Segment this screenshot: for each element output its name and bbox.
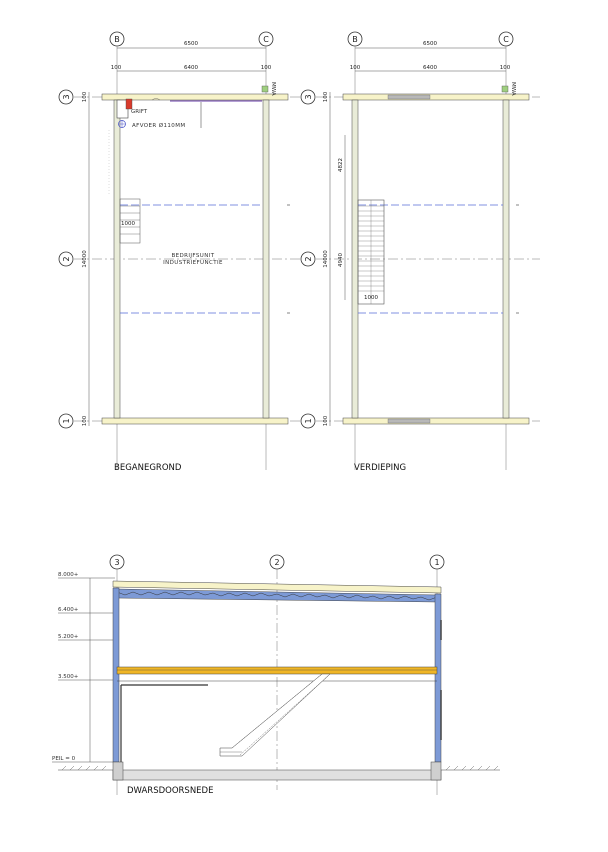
cross-section	[52, 555, 500, 796]
grid-label-2-upper: 2	[304, 256, 313, 262]
mwa-marker-icon	[262, 86, 268, 92]
section-wall-left	[113, 588, 119, 762]
section-grid-label-3: 3	[114, 558, 120, 567]
section-grid-label-1: 1	[434, 558, 440, 567]
level-6400: 6.400+	[58, 607, 79, 613]
level-3500: 3.500+	[58, 674, 79, 680]
dim-edge-right: 100	[260, 65, 272, 71]
title-cross-section: DWARSDOORSNEDE	[127, 786, 214, 796]
mwa-marker-icon-upper	[502, 86, 508, 92]
window-bottom-upper	[388, 419, 430, 423]
dim-edge-right-upper: 100	[499, 65, 511, 71]
dim-edge-left: 100	[110, 65, 122, 71]
title-ground-floor: BEGANEGROND	[114, 463, 182, 473]
side-wall-left-upper	[352, 100, 358, 418]
dim-stair-width: 1000	[121, 221, 135, 227]
fire-extinguisher-icon	[126, 99, 132, 109]
section-stair	[220, 674, 330, 756]
dim-edge-top-upper: 100	[323, 91, 329, 103]
upper-floor-plan	[301, 32, 540, 473]
window-top-upper	[388, 95, 430, 99]
unit-label-line2: INDUSTRIEFUNCTIE	[163, 260, 223, 266]
foundation-right	[431, 762, 441, 780]
dim-edge-left-upper: 100	[349, 65, 361, 71]
side-wall-right-upper	[503, 100, 509, 418]
dim-stair-run: 4940	[338, 253, 344, 267]
grid-label-1: 1	[62, 418, 71, 424]
grid-label-1-upper: 1	[304, 418, 313, 424]
level-8000: 8.000+	[58, 572, 79, 578]
grid-label-3-upper: 3	[304, 94, 313, 100]
dim-edge-bottom-upper: 100	[323, 415, 329, 427]
dim-inner-width: 6400	[184, 65, 198, 71]
mwa-label: MWA	[270, 82, 276, 96]
section-wall-right	[435, 594, 441, 762]
level-5200: 5.200+	[58, 634, 79, 640]
dim-stair-upper: 4822	[338, 158, 344, 172]
grid-label-b-upper: B	[352, 35, 358, 44]
dim-overall-width-upper: 6500	[423, 41, 437, 47]
facade-wall-bottom	[102, 418, 288, 424]
afvoer-note: AFVOER Ø110MM	[132, 123, 186, 129]
side-wall-right	[263, 100, 269, 418]
title-upper-floor: VERDIEPING	[354, 463, 407, 473]
dim-overall-depth: 14000	[82, 250, 88, 268]
dim-edge-bottom: 100	[82, 415, 88, 427]
unit-label-line1: BEDRIJFSUNIT	[171, 253, 215, 259]
ground-floor-plan	[59, 32, 300, 473]
section-grid-label-2: 2	[274, 558, 280, 567]
mwa-label-upper: MWA	[510, 82, 516, 96]
grid-label-3: 3	[62, 94, 71, 100]
grid-label-c-upper: C	[503, 35, 509, 44]
facade-wall-bottom-upper	[343, 418, 529, 424]
stair-upper	[358, 200, 384, 304]
dim-overall-width: 6500	[184, 41, 198, 47]
ground-floor-slab	[113, 770, 441, 780]
side-wall-left	[114, 100, 120, 418]
grid-label-2: 2	[62, 256, 71, 262]
dim-stair-upper-width: 1000	[364, 295, 378, 301]
utility-small-label: GRIFT	[131, 109, 148, 115]
dim-inner-width-upper: 6400	[423, 65, 437, 71]
upper-floor-slab	[117, 667, 437, 674]
dim-edge-top: 100	[82, 91, 88, 103]
facade-wall-top-upper	[343, 94, 529, 100]
dim-overall-depth-upper: 14000	[323, 250, 329, 268]
level-peil: PEIL = 0	[52, 756, 76, 762]
foundation-left	[113, 762, 123, 780]
grid-label-b: B	[114, 35, 120, 44]
grid-label-c: C	[263, 35, 269, 44]
